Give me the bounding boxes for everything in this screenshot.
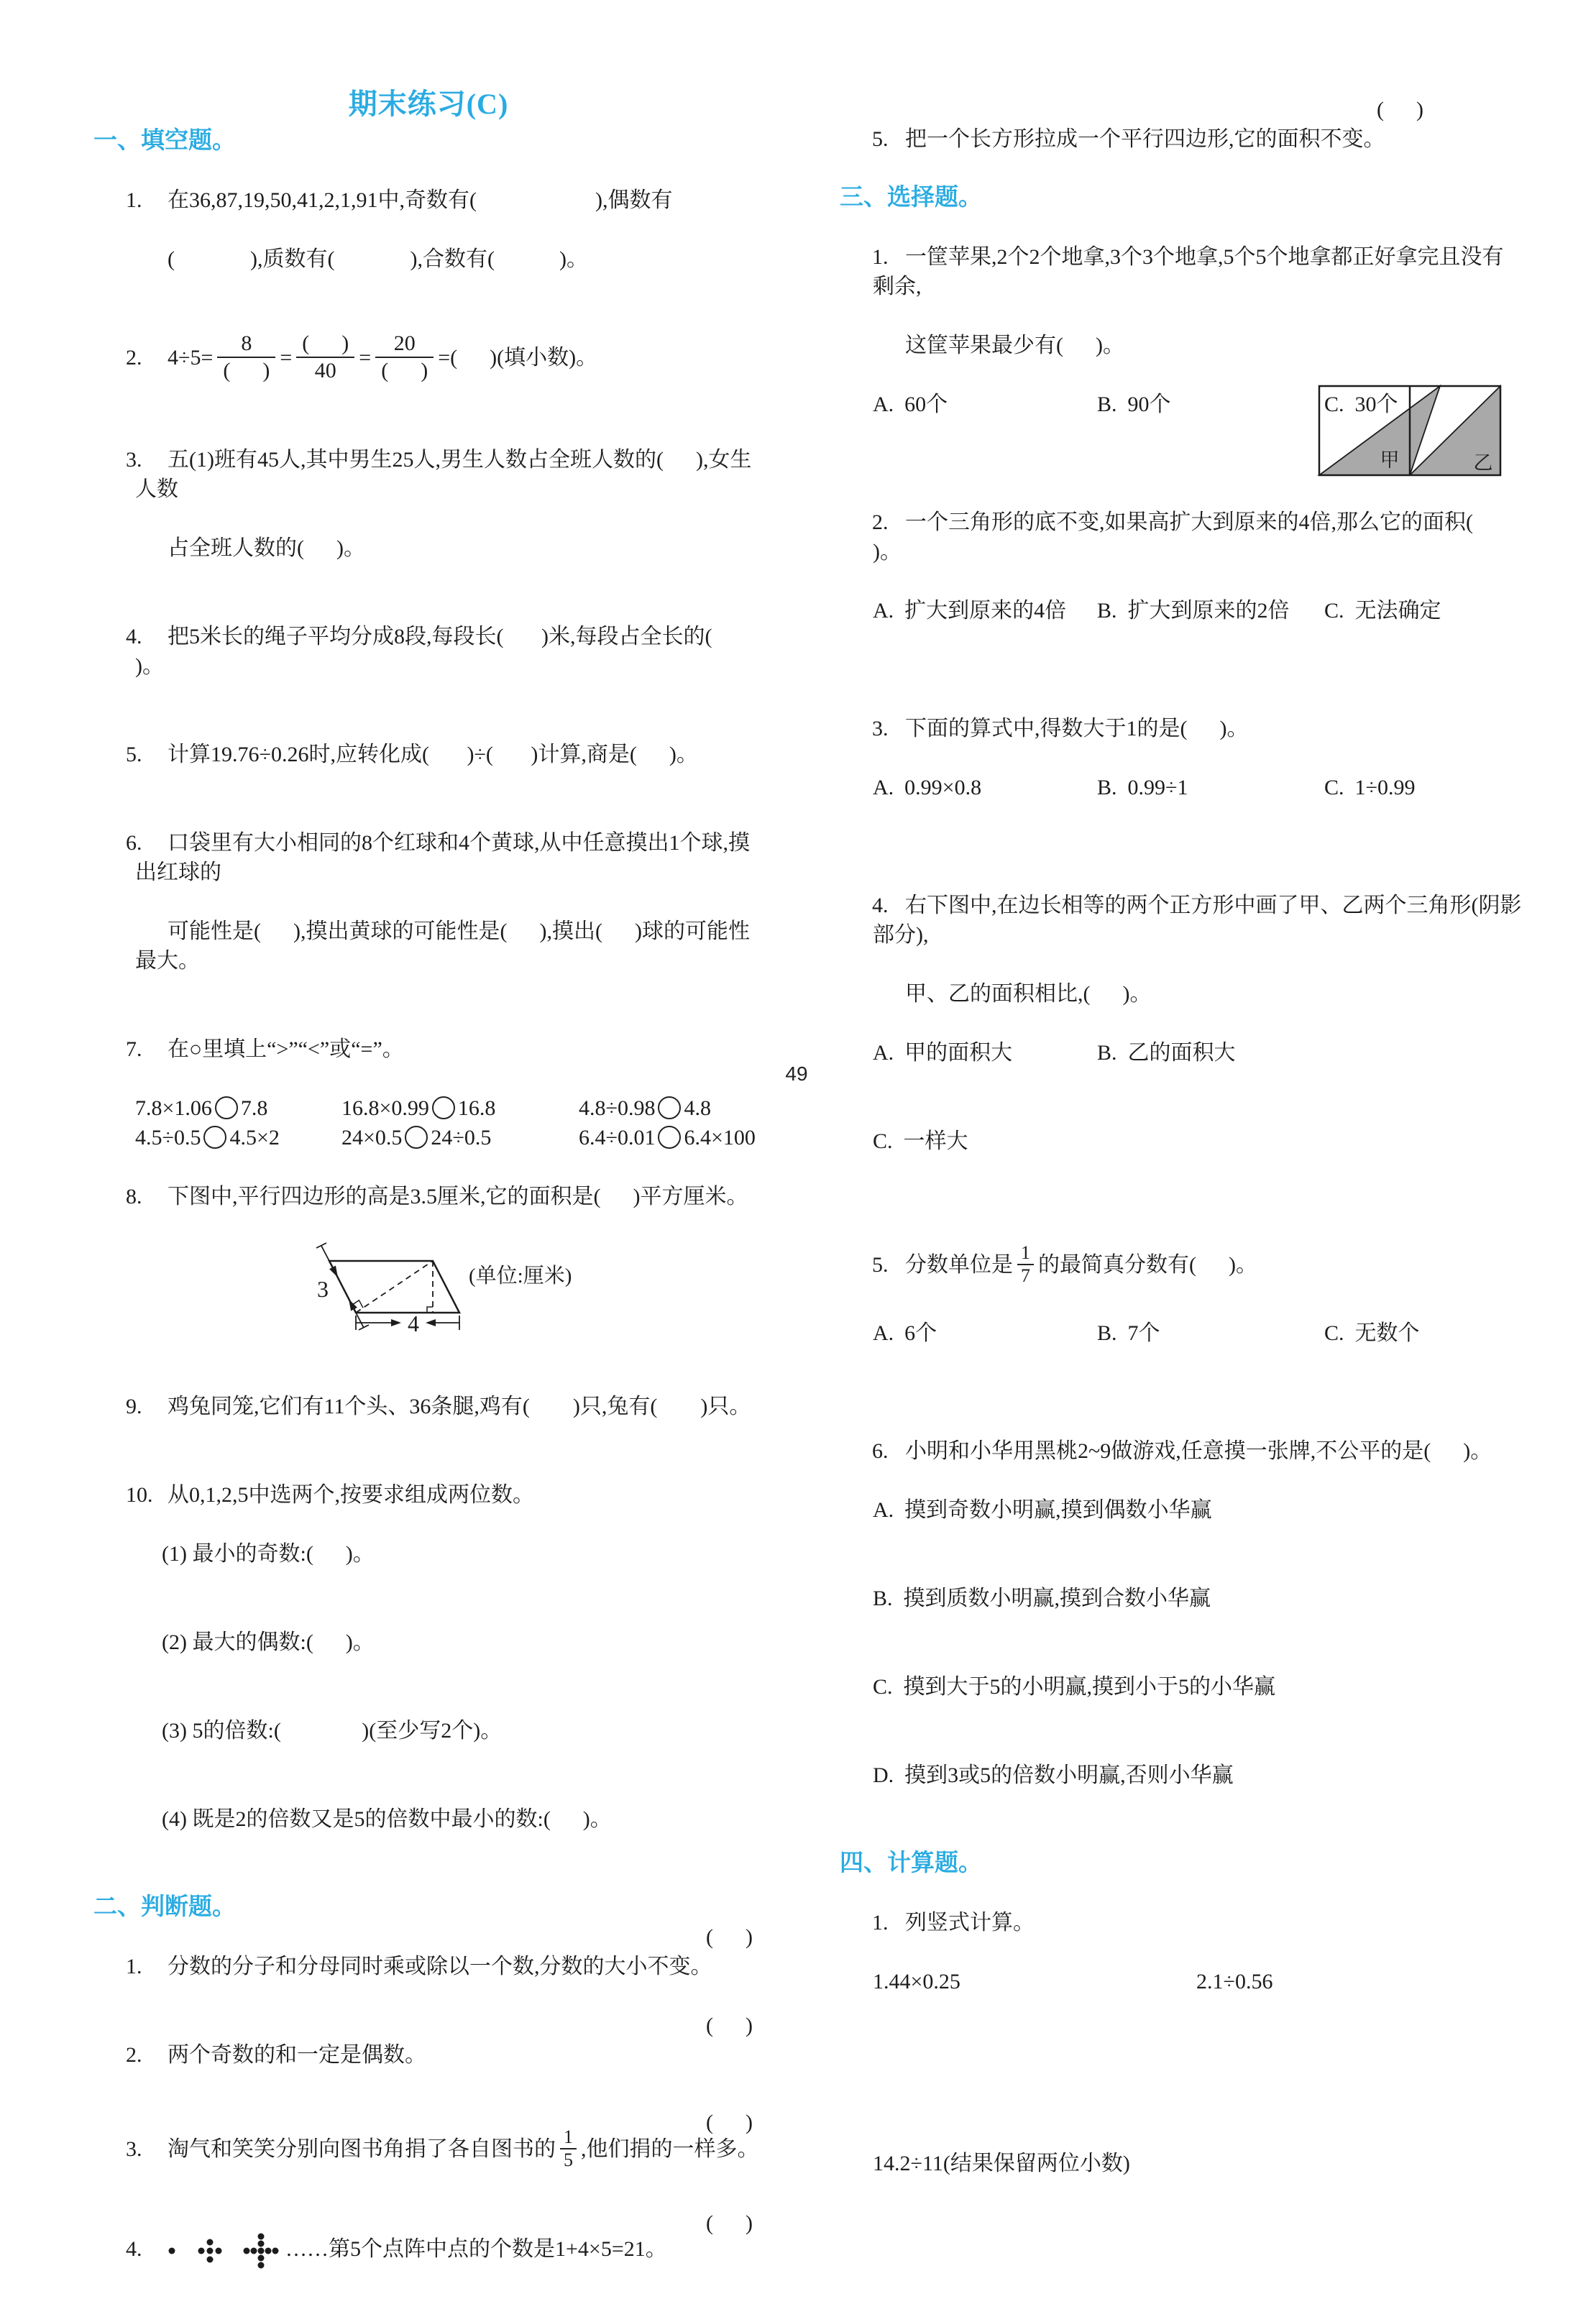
label-yi: 乙 — [1473, 452, 1493, 474]
question-number: 5. — [872, 127, 889, 151]
fraction-denominator: ( ) — [381, 359, 428, 382]
question-number: 9. — [126, 1395, 142, 1418]
left-column — [93, 86, 763, 2299]
compare-cell — [579, 1123, 756, 1152]
fraction-numerator: 20 — [375, 331, 434, 358]
question-text: ……第5个点阵中点的个数是1+4×5=21。 — [285, 2236, 667, 2261]
option-d: D. 摸到3或5的倍数小明赢,否则小华赢 — [873, 1763, 1234, 1787]
fill-q1 — [93, 156, 763, 303]
equals-sign: = — [280, 345, 293, 370]
compare-cell — [135, 1093, 341, 1123]
question-text: 分数的分子和分母同时乘或除以一个数,分数的大小不变。 — [168, 1955, 712, 1978]
question-text: 这筐苹果最少有( )。 — [905, 334, 1124, 357]
expression-left: 24×0.5 — [341, 1126, 403, 1150]
right-column — [840, 66, 1524, 2237]
judge-q3 — [93, 2099, 763, 2203]
question-text: 下面的算式中,得数大于1的是( )。 — [905, 717, 1249, 740]
question-number: 1. — [126, 1955, 142, 1978]
fraction — [296, 331, 354, 384]
question-number: 6. — [872, 1439, 889, 1463]
parallelogram-diagram — [257, 1242, 602, 1350]
compare-row — [93, 1123, 763, 1152]
question-text: 把一个长方形拉成一个平行四边形,它的面积不变。 — [905, 127, 1385, 151]
sub-question: (3) 5的倍数:( )(至少写2个)。 — [162, 1719, 503, 1743]
expression-left: 4.5÷0.5 — [135, 1126, 201, 1150]
side-length-label: 3 — [317, 1276, 329, 1302]
options-row — [873, 1038, 1524, 1068]
expression-right: 4.8 — [684, 1096, 711, 1120]
option-a: A. 60个 — [873, 393, 948, 416]
option-a: A. 摸到奇数小明赢,摸到偶数小华赢 — [873, 1498, 1212, 1522]
sub-question: (1) 最小的奇数:( )。 — [162, 1542, 375, 1566]
options-row — [873, 596, 1524, 625]
fill-q10 — [93, 1451, 763, 1893]
option-a: A. 甲的面积大 — [873, 1041, 1013, 1065]
base-length-label: 4 — [408, 1311, 419, 1336]
compare-cell — [135, 1123, 341, 1152]
expression-left: 4.8÷0.98 — [579, 1096, 656, 1120]
option-b: B. 乙的面积大 — [1097, 1041, 1236, 1065]
option-b: B. 7个 — [1097, 1321, 1160, 1345]
compare-circle — [432, 1096, 455, 1119]
expression-right: 7.8 — [240, 1096, 268, 1120]
option-b: B. 90个 — [1097, 393, 1171, 416]
fill-q9 — [93, 1362, 763, 1451]
compare-circle — [215, 1096, 238, 1119]
compare-cell — [579, 1093, 711, 1123]
question-text: 列竖式计算。 — [905, 1911, 1035, 1935]
dashed-diagonal — [356, 1261, 433, 1313]
question-text: ( ),质数有( ),合数有( )。 — [168, 247, 588, 271]
compare-circle — [405, 1126, 428, 1149]
calc-expression-2: 2.1÷0.56 — [1196, 1970, 1273, 1993]
compare-circle — [658, 1096, 681, 1119]
fill-q6 — [93, 799, 763, 1005]
sub-question: (2) 最大的偶数:( )。 — [162, 1630, 375, 1654]
unit-label: (单位:厘米) — [469, 1265, 572, 1288]
option-a: A. 0.99×0.8 — [873, 776, 982, 799]
answer-blank: ( ) — [706, 1925, 753, 1949]
fraction-numerator: 8 — [217, 331, 275, 358]
options-row — [873, 773, 1524, 802]
question-number: 4. — [126, 625, 142, 648]
question-text: 鸡兔同笼,它们有11个头、36条腿,鸡有( )只,兔有( )只。 — [168, 1395, 751, 1418]
section-calc-heading: 四、计算题。 — [840, 1850, 982, 1876]
expression-right: 4.5×2 — [229, 1126, 280, 1150]
page-title: 期末练习(C) — [348, 88, 509, 120]
question-text: 计算19.76÷0.26时,应转化成( )÷( )计算,商是( )。 — [168, 743, 698, 766]
arrowhead — [391, 1319, 401, 1326]
fraction-numerator: 1 — [560, 2126, 577, 2149]
question-number: 2. — [126, 2043, 142, 2067]
option-c: C. 无数个 — [1324, 1321, 1420, 1345]
parallelogram-outline — [329, 1261, 459, 1313]
question-text: 在○里填上“>”“<”或“=”。 — [168, 1037, 404, 1061]
question-text: 在36,87,19,50,41,2,1,91中,奇数有( ),偶数有 — [168, 188, 673, 212]
question-text: 口袋里有大小相同的8个红球和4个黄球,从中任意摸出1个球,摸出红球的 — [135, 831, 750, 884]
fill-q5 — [93, 710, 763, 799]
question-text: 小明和小华用黑桃2~9做游戏,任意摸一张牌,不公平的是( )。 — [905, 1439, 1492, 1463]
option-c: C. 1÷0.99 — [1324, 776, 1416, 799]
calc-expressions — [873, 1967, 1524, 1996]
question-text: 从0,1,2,5中选两个,按要求组成两位数。 — [168, 1483, 534, 1507]
question-text: 甲、乙的面积相比,( )。 — [905, 982, 1152, 1006]
choice-q2 — [840, 478, 1524, 684]
options-row — [873, 1318, 1524, 1348]
expression-left: 6.4÷0.01 — [579, 1126, 656, 1150]
option-b: B. 扩大到原来的2倍 — [1097, 599, 1290, 623]
squares-diagram — [1318, 383, 1503, 478]
option-a: A. 6个 — [873, 1321, 937, 1345]
compare-circle — [203, 1126, 226, 1149]
squares-figure — [1318, 383, 1503, 482]
question-number: 3. — [126, 2137, 142, 2161]
question-number: 5. — [872, 1252, 889, 1277]
fraction-denominator: ( ) — [223, 359, 270, 382]
question-text: 两个奇数的和一定是偶数。 — [168, 2043, 426, 2067]
dot-pattern-2 — [198, 2239, 222, 2263]
fill-q7 — [93, 1005, 763, 1093]
dimension-tick — [316, 1243, 326, 1248]
expression-left: 7.8×1.06 — [135, 1096, 212, 1120]
fill-q4 — [93, 592, 763, 710]
question-number: 4. — [126, 2236, 142, 2261]
question-text: 一筐苹果,2个2个地拿,3个3个地拿,5个5个地拿都正好拿完且没有剩余, — [873, 245, 1504, 298]
equals-sign: = — [359, 345, 372, 370]
question-number: 8. — [126, 1185, 142, 1208]
option-c: C. 一样大 — [873, 1129, 968, 1153]
sub-question: (4) 既是2的倍数又是5的倍数中最小的数:( )。 — [162, 1807, 612, 1831]
equation-text: =( )(填小数)。 — [438, 345, 598, 370]
fill-q2 — [93, 303, 763, 416]
fraction — [375, 331, 434, 384]
choice-q6 — [840, 1407, 1524, 1849]
answer-blank: ( ) — [706, 2211, 753, 2235]
option-c: C. 摸到大于5的小明赢,摸到小于5的小华赢 — [873, 1675, 1276, 1699]
expression-right: 16.8 — [457, 1096, 496, 1120]
choice-q4 — [840, 861, 1524, 1215]
compare-circle — [658, 1126, 681, 1149]
compare-cell — [341, 1093, 579, 1123]
fraction-denominator: 5 — [564, 2149, 573, 2170]
question-text: 一个三角形的底不变,如果高扩大到原来的4倍,那么它的面积( )。 — [873, 510, 1505, 564]
answer-blank: ( ) — [1377, 98, 1423, 121]
choice-q5 — [840, 1215, 1524, 1407]
fraction — [217, 331, 275, 384]
expression-right: 24÷0.5 — [431, 1126, 492, 1150]
question-number: 10. — [126, 1483, 153, 1507]
option-b: B. 0.99÷1 — [1097, 776, 1188, 799]
question-number: 5. — [126, 743, 142, 766]
fraction-denominator: 40 — [314, 359, 336, 382]
compare-cell — [341, 1123, 579, 1152]
question-text: 右下图中,在边长相等的两个正方形中画了甲、乙两个三角形(阴影部分), — [873, 894, 1522, 947]
question-number: 6. — [126, 831, 142, 855]
arrowhead — [329, 1266, 338, 1278]
expression-right: 6.4×100 — [684, 1126, 756, 1150]
judge-q1 — [93, 1922, 763, 2011]
dimension-tick — [359, 1325, 369, 1330]
expression-left: 16.8×0.99 — [341, 1096, 429, 1120]
answer-blank: ( ) — [706, 2111, 753, 2134]
label-jia: 甲 — [1380, 449, 1400, 471]
parallelogram-figure — [257, 1242, 763, 1354]
fraction — [1017, 1242, 1034, 1287]
fraction-numerator: ( ) — [296, 331, 354, 358]
question-text: 五(1)班有45人,其中男生25人,男生人数占全班人数的( ),女生人数 — [135, 448, 752, 501]
answer-blank: ( ) — [706, 2014, 753, 2037]
option-a: A. 扩大到原来的4倍 — [873, 599, 1067, 623]
dimension-extension — [356, 1313, 364, 1328]
question-number: 3. — [126, 448, 142, 472]
options-row — [873, 1126, 1524, 1156]
question-number: 1. — [126, 188, 142, 212]
question-number: 1. — [872, 245, 889, 269]
arrowhead — [426, 1319, 436, 1326]
judge-q2 — [93, 2011, 763, 2099]
dot-pattern-1 — [168, 2247, 176, 2255]
question-number: 2. — [872, 510, 889, 534]
question-text: 下图中,平行四边形的高是3.5厘米,它的面积是( )平方厘米。 — [168, 1185, 748, 1208]
fill-q8 — [93, 1152, 763, 1241]
section-fill-heading: 一、填空题。 — [93, 128, 236, 154]
option-c: C. 无法确定 — [1324, 599, 1441, 623]
question-text: 分数单位是 — [905, 1252, 1013, 1277]
question-number: 1. — [872, 1911, 889, 1935]
equation-text: 4÷5= — [168, 345, 214, 370]
option-c: C. 30个 — [1324, 393, 1398, 416]
fraction-denominator: 7 — [1021, 1265, 1030, 1286]
calc-expression-3: 14.2÷11(结果保留两位小数) — [873, 2152, 1130, 2175]
section-judge-heading: 二、判断题。 — [93, 1894, 236, 1920]
calc-expression-1: 1.44×0.25 — [873, 1970, 960, 1993]
question-text: 占全班人数的( )。 — [168, 536, 365, 560]
fraction-numerator: 1 — [1017, 1242, 1034, 1265]
question-number: 7. — [126, 1037, 142, 1061]
choice-q3 — [840, 684, 1524, 861]
judge-q5 — [840, 95, 1524, 183]
question-text: 可能性是( ),摸出黄球的可能性是( ),摸出( )球的可能性最大。 — [135, 919, 750, 973]
question-number: 2. — [126, 345, 142, 370]
question-text: 把5米长的绳子平均分成8段,每段长( )米,每段占全长的( )。 — [135, 625, 745, 678]
compare-row — [93, 1093, 763, 1123]
calc-q1 — [840, 1878, 1524, 2237]
fraction — [560, 2126, 577, 2171]
question-text: 的最简真分数有( )。 — [1038, 1252, 1257, 1277]
question-number: 3. — [872, 717, 889, 740]
question-text: 淘气和笑笑分别向图书角捐了各自图书的 — [168, 2137, 556, 2161]
section-choice-heading: 三、选择题。 — [840, 185, 982, 211]
fill-q3 — [93, 416, 763, 592]
question-text: ,他们捐的一样多。 — [581, 2137, 759, 2161]
dimension-extension — [321, 1246, 329, 1261]
judge-q4 — [93, 2203, 763, 2299]
question-number: 4. — [872, 894, 889, 917]
dot-pattern-3 — [242, 2232, 280, 2270]
option-b: B. 摸到质数小明赢,摸到合数小华赢 — [873, 1587, 1211, 1610]
page-number: 49 — [785, 1063, 808, 1085]
